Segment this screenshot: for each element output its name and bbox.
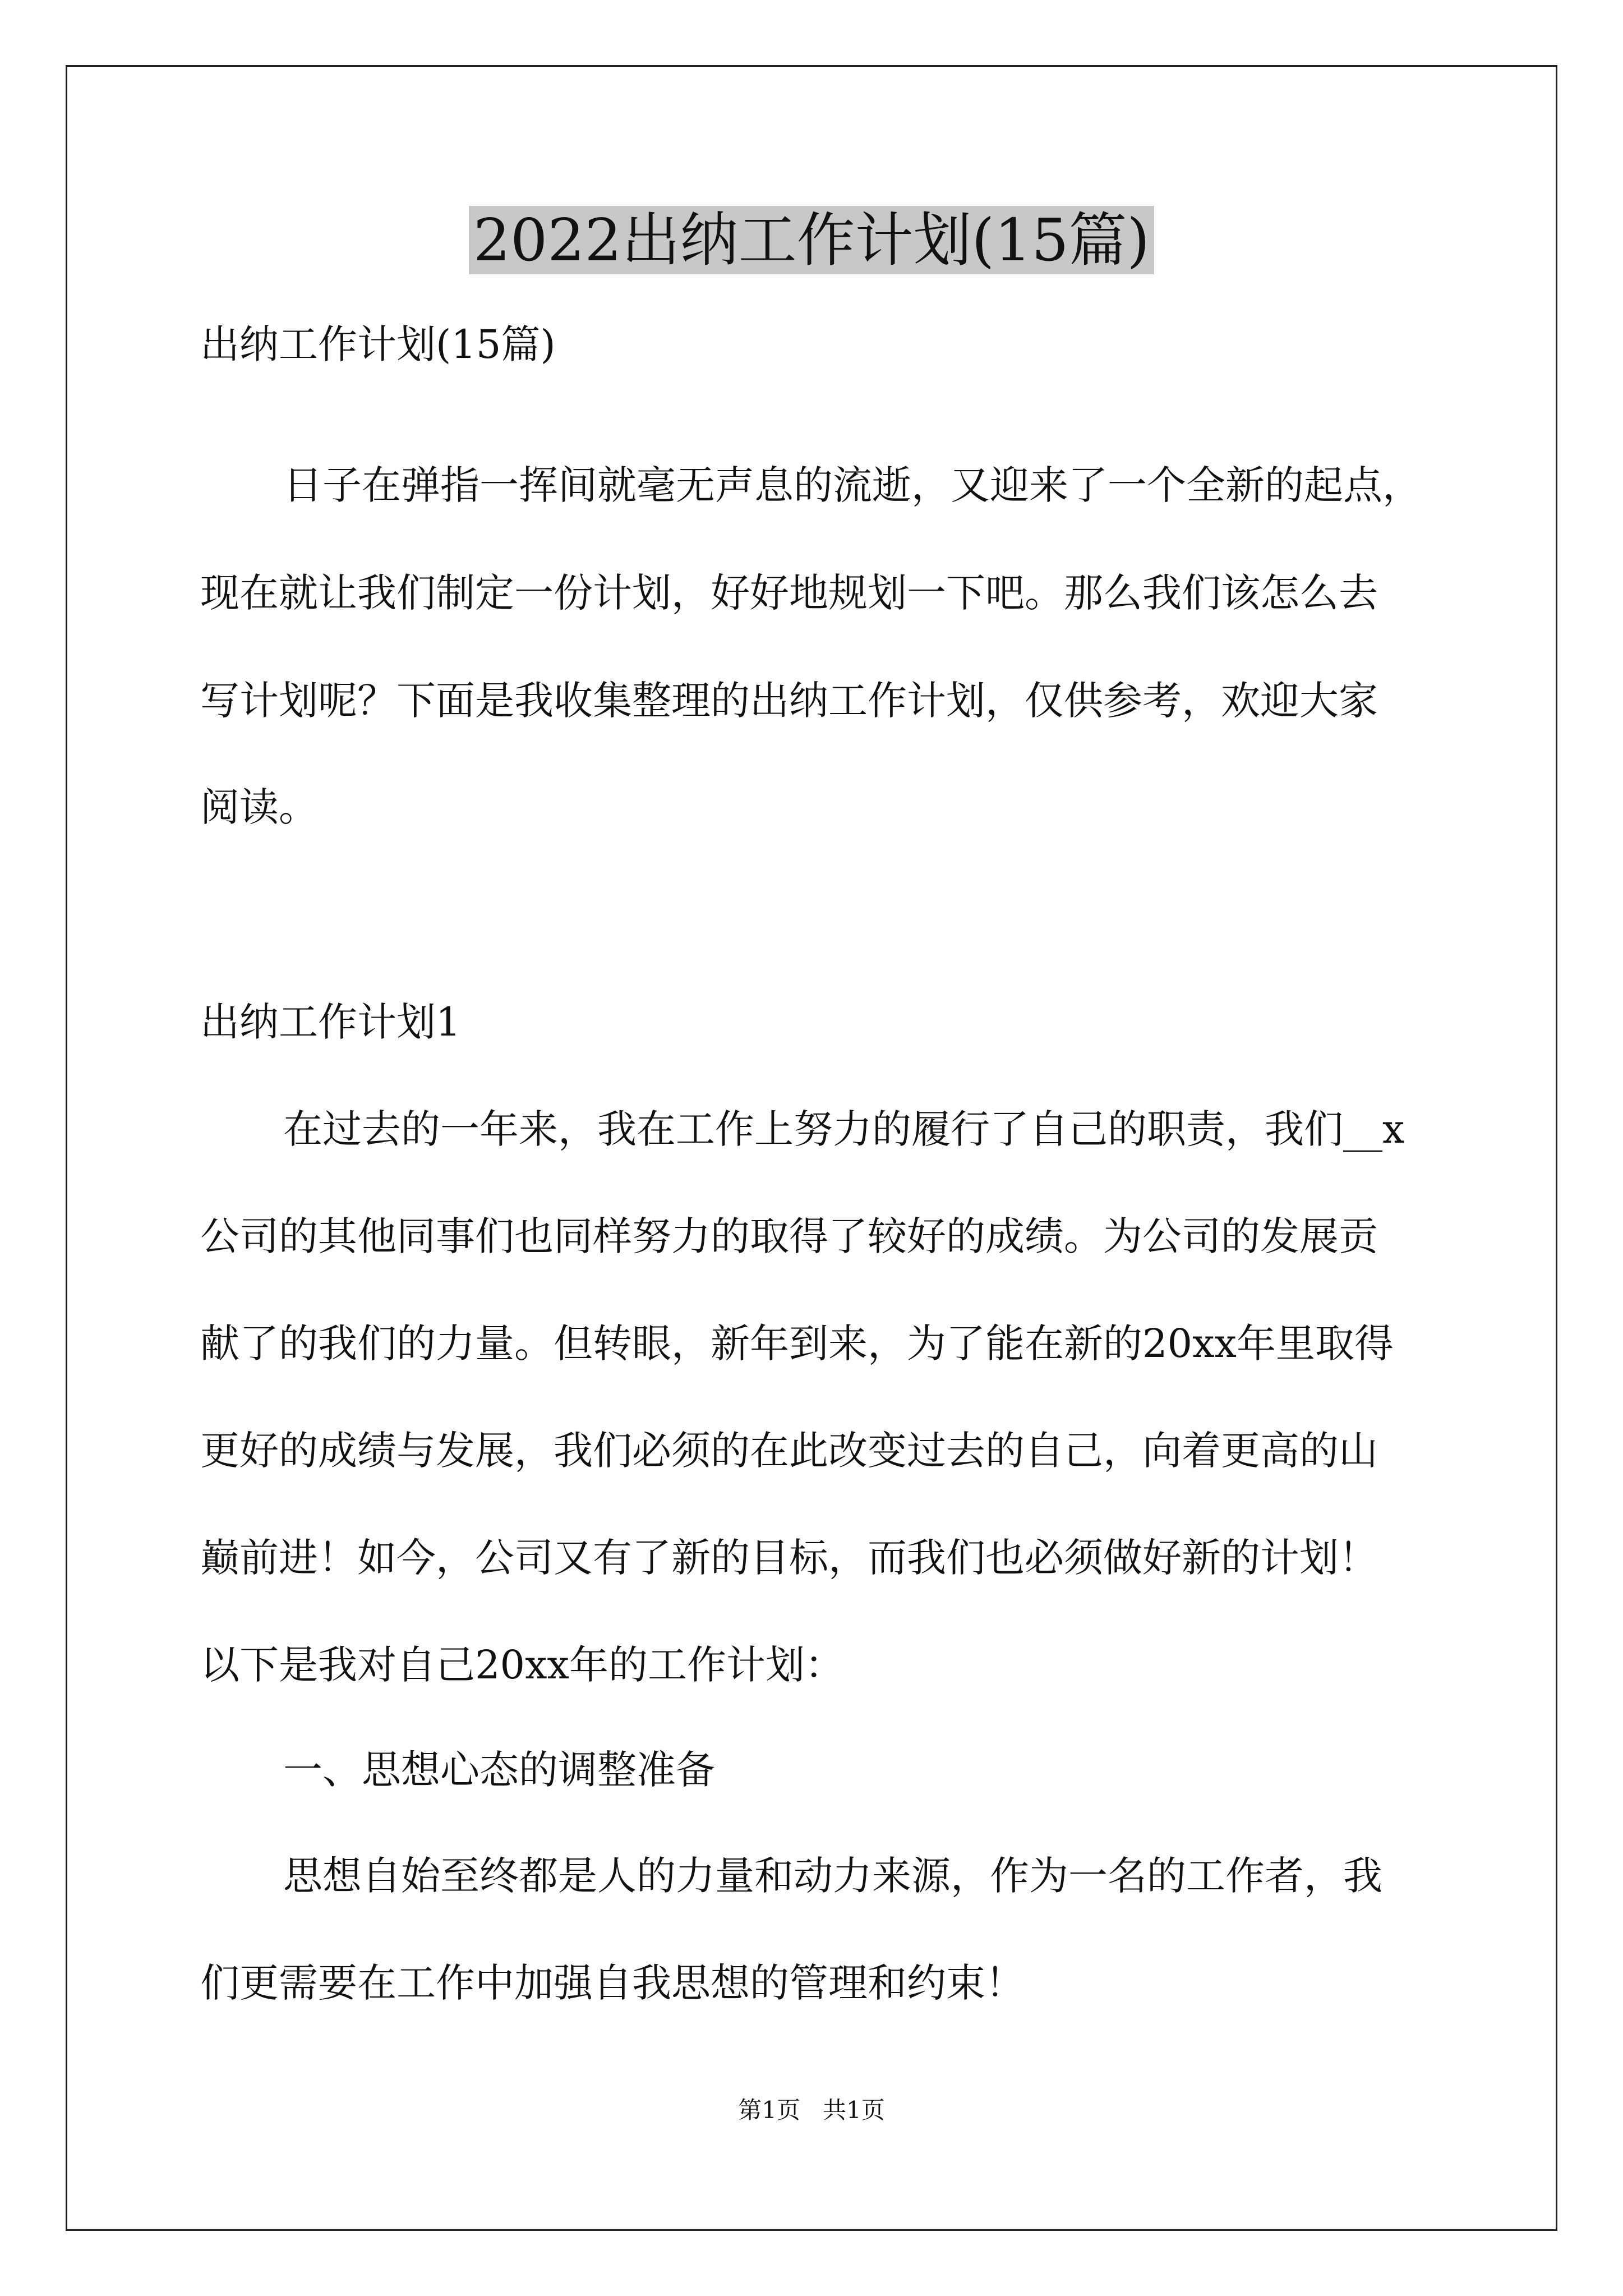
- document-title-text: 2022出纳工作计划(15篇): [469, 206, 1154, 274]
- paragraph-line: 巅前进！如今，公司又有了新的目标，而我们也必须做好新的计划！: [200, 1535, 1378, 1581]
- paragraph-line: 阅读。: [200, 784, 318, 830]
- paragraph-line: 更好的成绩与发展，我们必须的在此改变过去的自己，向着更高的山: [200, 1428, 1378, 1474]
- paragraph-line: 在过去的一年来，我在工作上努力的履行了自己的职责，我们__x: [283, 1106, 1405, 1152]
- section-heading: 出纳工作计划1: [200, 999, 461, 1045]
- page-footer: 第1页 共1页: [738, 2096, 885, 2124]
- paragraph-line: 们更需要在工作中加强自我思想的管理和约束！: [200, 1960, 1025, 2006]
- subtitle-line: 出纳工作计划(15篇): [200, 321, 556, 367]
- paragraph-line: 公司的其他同事们也同样努力的取得了较好的成绩。为公司的发展贡: [200, 1213, 1378, 1259]
- paragraph-line: 日子在弹指一挥间就毫无声息的流逝，又迎来了一个全新的起点，: [283, 462, 1422, 508]
- paragraph-line: 献了的我们的力量。但转眼，新年到来，为了能在新的20xx年里取得: [200, 1320, 1394, 1366]
- subsection-heading: 一、思想心态的调整准备: [283, 1747, 715, 1793]
- paragraph-line: 以下是我对自己20xx年的工作计划：: [200, 1642, 845, 1688]
- paragraph-line: 思想自始至终都是人的力量和动力来源，作为一名的工作者，我: [283, 1853, 1382, 1899]
- paragraph-line: 现在就让我们制定一份计划，好好地规划一下吧。那么我们该怎么去: [200, 570, 1378, 616]
- paragraph-line: 写计划呢？下面是我收集整理的出纳工作计划，仅供参考，欢迎大家: [200, 678, 1378, 724]
- document-title: [0, 201, 1623, 279]
